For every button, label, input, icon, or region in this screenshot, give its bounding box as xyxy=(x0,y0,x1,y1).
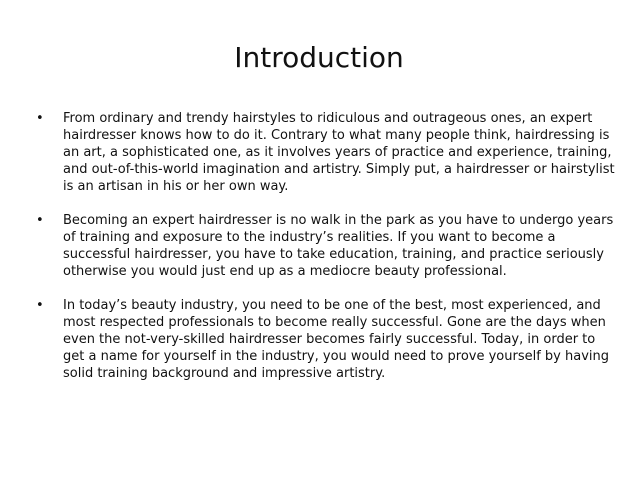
bullet-text: In today’s beauty industry, you need to be one of the best, most experienced, and most respected professionals to become really successful. Gone are the days when even the not-very-skilled hairdresser becomes fairly successful. Today, in order to get a name for yourself in the industry, you would need to prove yourself by having solid training background and impressive artistry. xyxy=(63,298,610,381)
bullet-dot-icon: • xyxy=(36,213,44,228)
bullet-dot-icon: • xyxy=(36,298,44,313)
bullet-text: From ordinary and trendy hairstyles to ridiculous and outrageous ones, an expert hairdresser knows how to do it. Contrary to what many people think, hairdressing is an art, a sophisticated one, as it involves years of practice and experience, training, and out-of-this-world imagination and artistry. Simply put, a hairdresser or hairstylist is an artisan in his or her own way. xyxy=(63,111,615,194)
bullet-list xyxy=(36,110,616,382)
bullet-item xyxy=(36,212,616,280)
bullet-dot-icon: • xyxy=(36,111,44,126)
bullet-item xyxy=(36,297,616,382)
bullet-item xyxy=(36,110,616,195)
bullet-text: Becoming an expert hairdresser is no walk in the park as you have to undergo years of training and exposure to the industry’s realities. If you want to become a successful hairdresser, you have to take education, training, and practice seriously otherwise you would just end up as a mediocre beauty professional. xyxy=(63,213,614,279)
slide-title: Introduction xyxy=(234,41,404,74)
